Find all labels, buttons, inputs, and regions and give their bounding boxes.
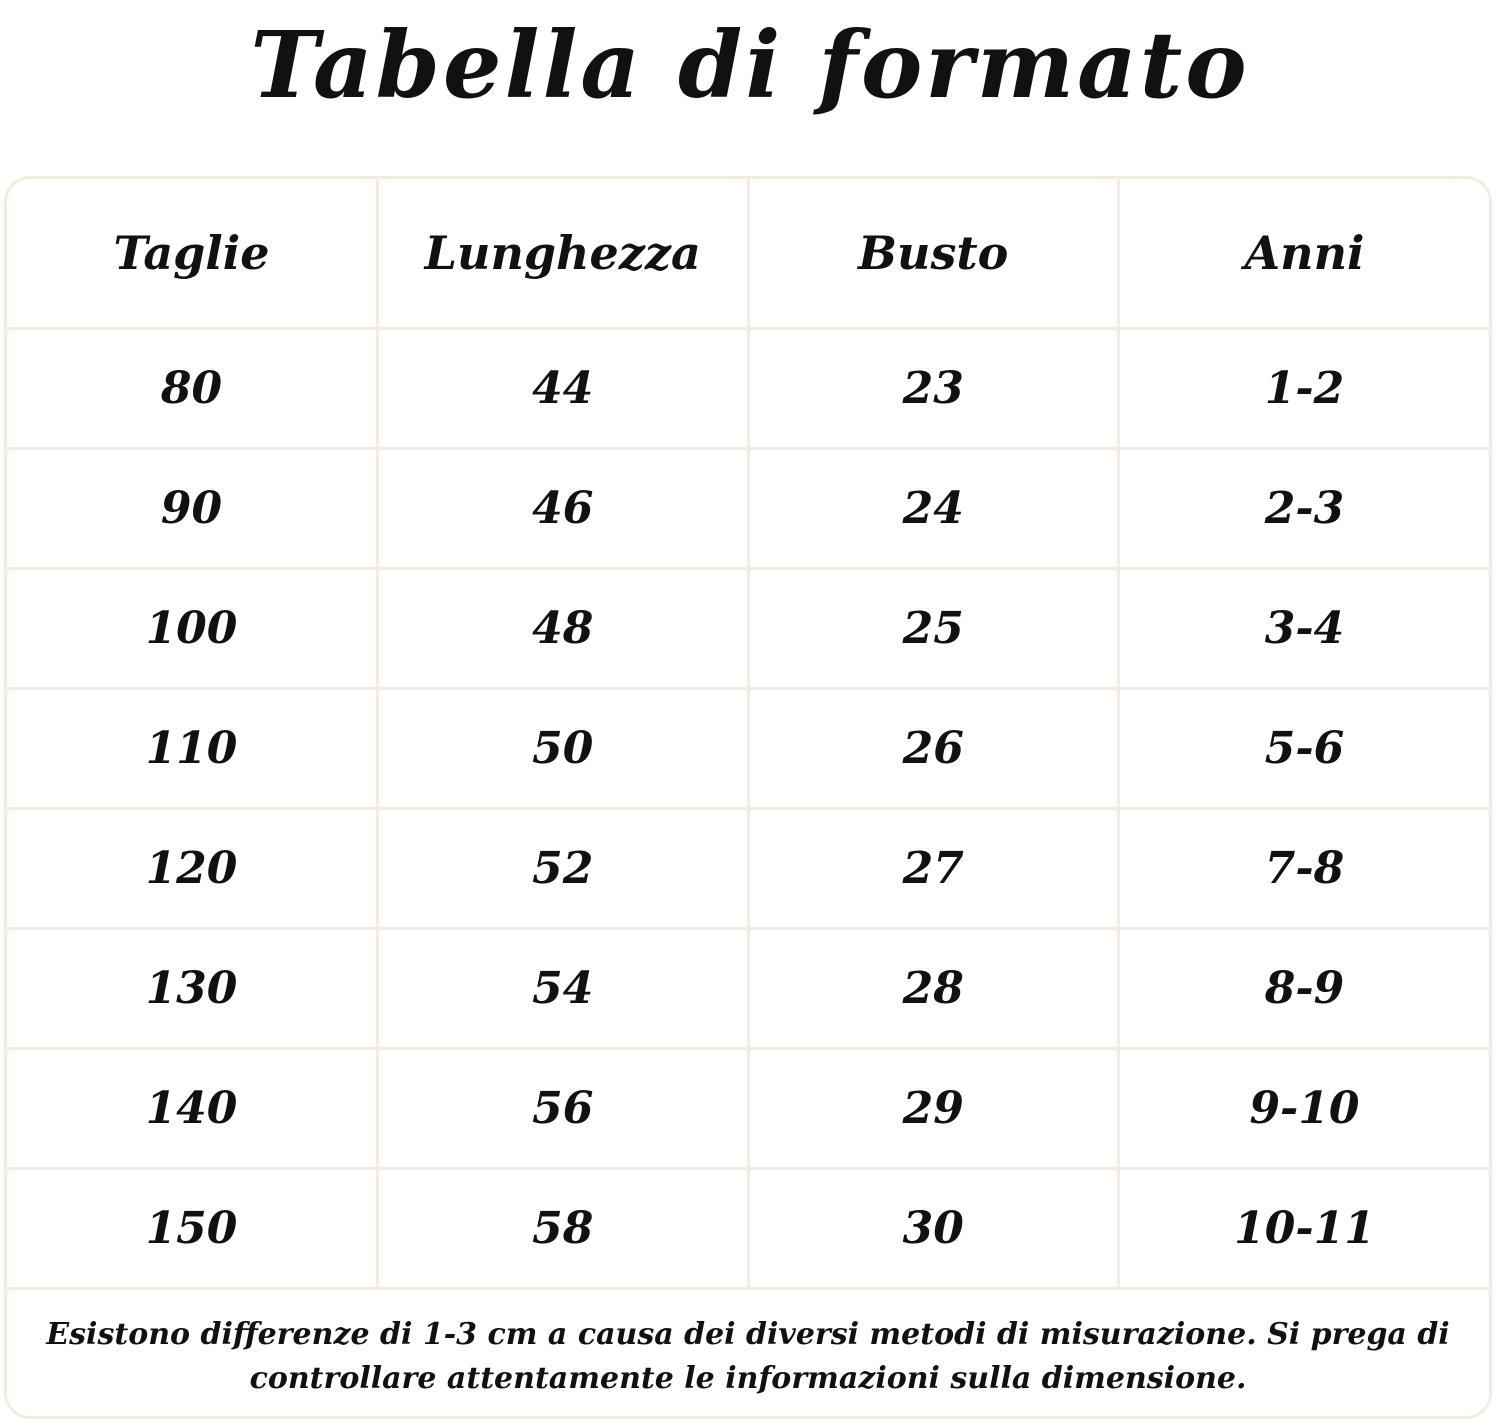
cell-busto: 30 [748,1169,1119,1289]
cell-taglie: 90 [7,449,378,569]
cell-taglie: 120 [7,809,378,929]
cell-busto: 23 [748,329,1119,449]
cell-anni: 7-8 [1119,809,1490,929]
cell-anni: 9-10 [1119,1049,1490,1169]
size-chart-frame [4,176,1492,1419]
measurement-note: Esistono differenze di 1-3 cm a causa dei diversi metodi di misurazione. Si prega di controllare attentamente le informazioni sulla dimensione. [46,1317,1450,1396]
cell-busto: 29 [748,1049,1119,1169]
column-header-anni: Anni [1119,179,1490,329]
table-row [7,449,1489,569]
table-row [7,929,1489,1049]
cell-taglie: 110 [7,689,378,809]
cell-anni: 1-2 [1119,329,1490,449]
cell-lunghezza: 58 [378,1169,749,1289]
cell-lunghezza: 44 [378,329,749,449]
cell-anni: 5-6 [1119,689,1490,809]
cell-lunghezza: 52 [378,809,749,929]
cell-lunghezza: 54 [378,929,749,1049]
table-header-row [7,179,1489,329]
size-table [7,179,1489,1290]
cell-anni: 8-9 [1119,929,1490,1049]
cell-taglie: 140 [7,1049,378,1169]
cell-busto: 27 [748,809,1119,929]
cell-taglie: 150 [7,1169,378,1289]
cell-busto: 28 [748,929,1119,1049]
cell-lunghezza: 50 [378,689,749,809]
page-title: Tabella di formato [250,11,1250,119]
table-row [7,1169,1489,1289]
cell-anni: 10-11 [1119,1169,1490,1289]
cell-anni: 3-4 [1119,569,1490,689]
table-row [7,1049,1489,1169]
cell-lunghezza: 56 [378,1049,749,1169]
column-header-busto: Busto [748,179,1119,329]
cell-taglie: 130 [7,929,378,1049]
cell-busto: 24 [748,449,1119,569]
table-row [7,329,1489,449]
cell-taglie: 100 [7,569,378,689]
column-header-taglie: Taglie [7,179,378,329]
cell-lunghezza: 48 [378,569,749,689]
cell-busto: 26 [748,689,1119,809]
table-row [7,569,1489,689]
cell-taglie: 80 [7,329,378,449]
cell-anni: 2-3 [1119,449,1490,569]
cell-lunghezza: 46 [378,449,749,569]
table-row [7,689,1489,809]
table-row [7,809,1489,929]
cell-busto: 25 [748,569,1119,689]
column-header-lunghezza: Lunghezza [378,179,749,329]
